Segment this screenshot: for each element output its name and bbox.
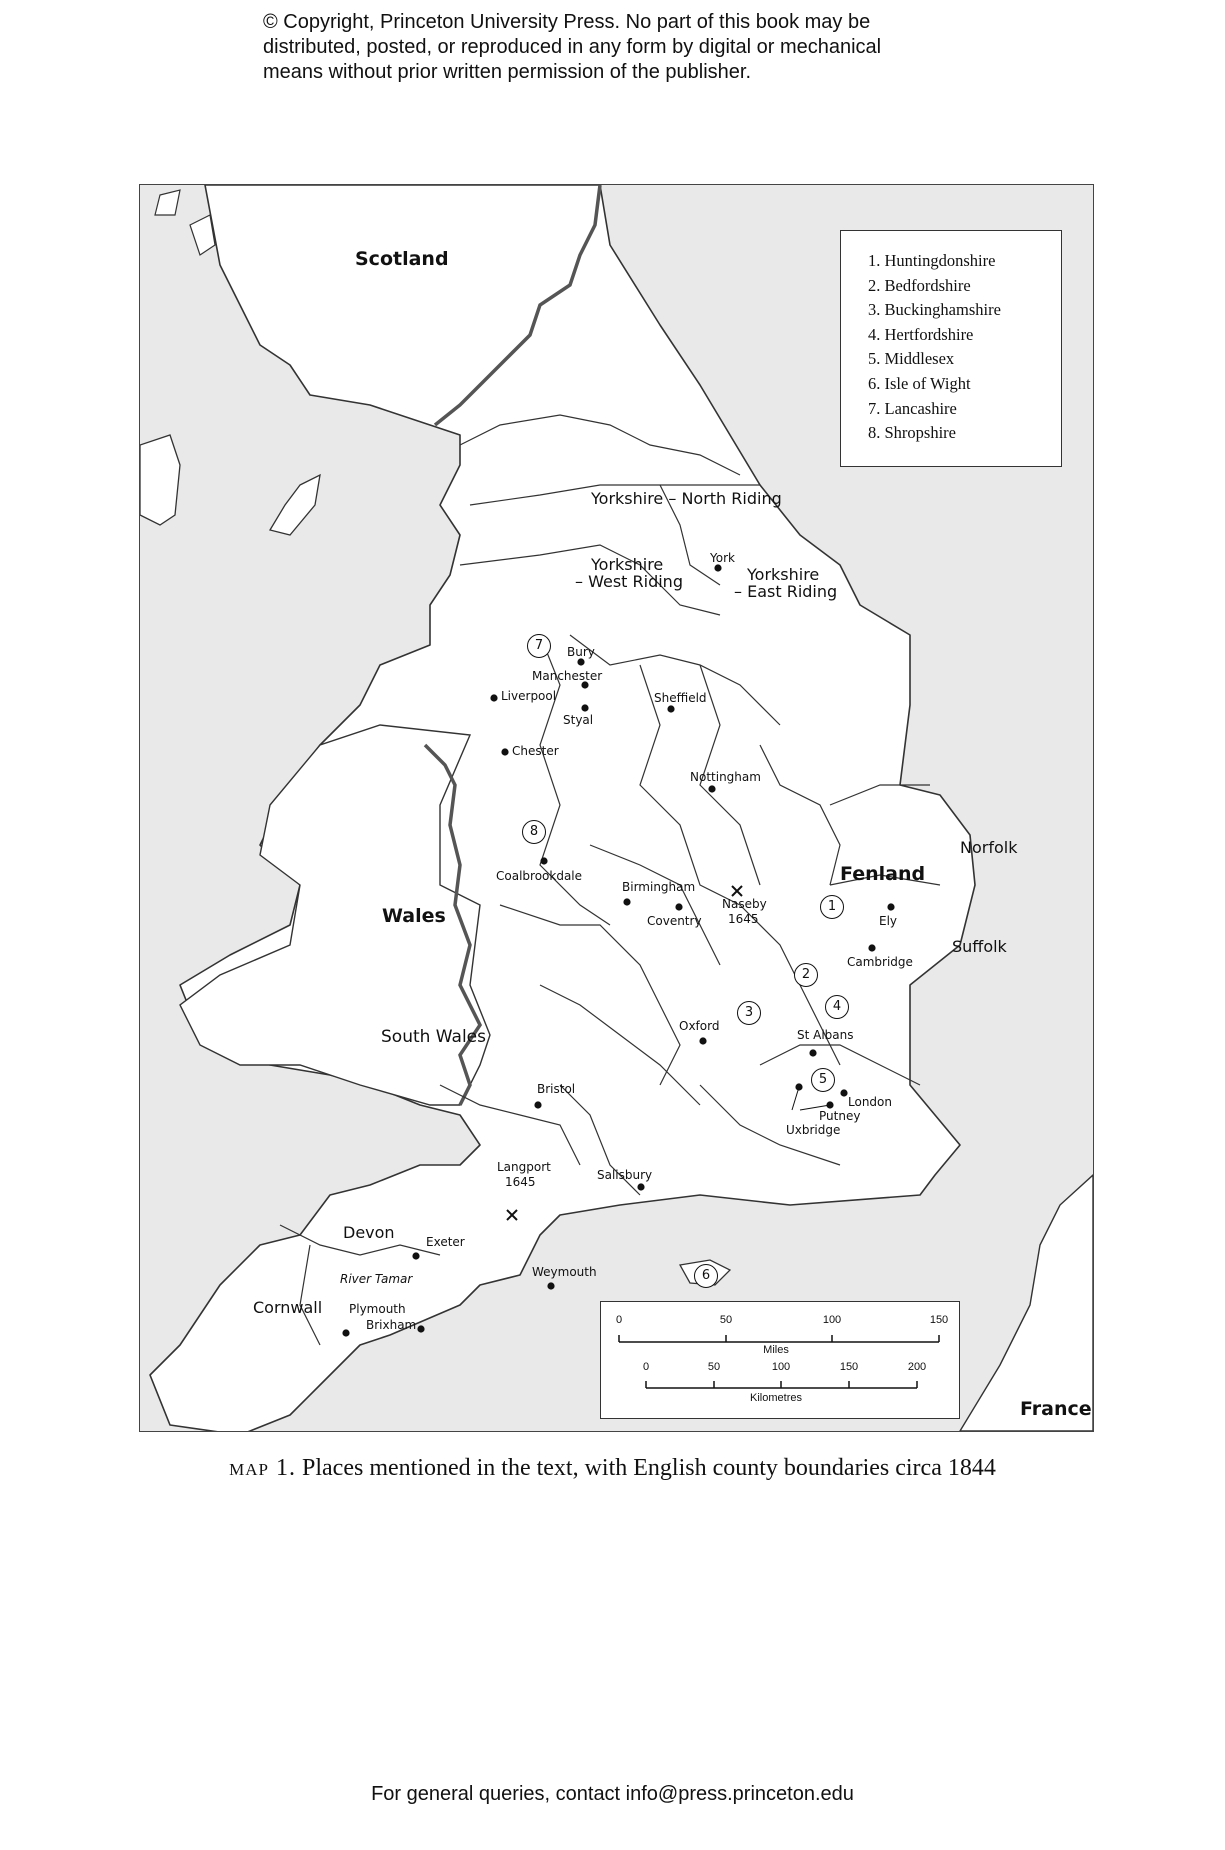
dot-brixham — [417, 1325, 424, 1332]
miles-tick: 0 — [615, 1314, 623, 1326]
dot-oxford — [699, 1037, 706, 1044]
label-oxford: Oxford — [679, 1019, 720, 1033]
label-sheffield: Sheffield — [654, 691, 707, 705]
map-caption — [0, 1455, 1225, 1482]
label-york: York — [710, 551, 735, 565]
marker-7: 7 — [527, 634, 551, 658]
label-weymouth: Weymouth — [532, 1265, 597, 1279]
dot-coalbrookdale — [540, 857, 547, 864]
label-yorkshire-east-2: – East Riding — [734, 582, 838, 601]
label-yorkshire-west-1: Yorkshire — [591, 555, 664, 574]
dot-ely — [887, 903, 894, 910]
label-langport: Langport — [497, 1160, 551, 1174]
dot-nottingham — [708, 785, 715, 792]
label-putney: Putney — [819, 1109, 861, 1123]
label-chester: Chester — [512, 744, 559, 758]
label-fenland: Fenland — [840, 863, 926, 885]
dot-liverpool — [490, 694, 497, 701]
label-styal: Styal — [563, 713, 594, 727]
label-liverpool: Liverpool — [501, 689, 557, 703]
label-plymouth: Plymouth — [349, 1302, 406, 1316]
dot-st-albans — [809, 1049, 816, 1056]
dot-styal — [581, 704, 588, 711]
marker-3: 3 — [737, 1001, 761, 1025]
label-naseby-year: 1645 — [728, 912, 759, 926]
label-nottingham: Nottingham — [690, 770, 761, 784]
copyright-line-1: © Copyright, Princeton University Press. No part of this book may be — [263, 11, 871, 33]
label-salisbury: Salisbury — [597, 1168, 653, 1182]
label-brixham: Brixham — [366, 1318, 417, 1332]
map-figure — [139, 184, 1094, 1432]
caption-prefix: map 1. — [229, 1455, 296, 1481]
label-ely: Ely — [879, 914, 898, 928]
label-manchester: Manchester — [532, 669, 603, 683]
km-tick: 100 — [771, 1361, 791, 1373]
label-uxbridge: Uxbridge — [786, 1123, 841, 1137]
label-naseby: Naseby — [722, 897, 767, 911]
copyright-notice — [263, 10, 1023, 85]
km-tick: 0 — [642, 1361, 650, 1373]
legend-item: 2. Bedfordshire — [868, 275, 971, 295]
legend-item: 3. Buckinghamshire — [868, 300, 1001, 320]
legend-item: 5. Middlesex — [868, 349, 955, 369]
km-tick: 50 — [707, 1361, 721, 1373]
dot-london — [840, 1089, 847, 1096]
label-cornwall: Cornwall — [253, 1298, 323, 1317]
marker-2: 2 — [794, 963, 818, 987]
dot-york — [714, 564, 721, 571]
dot-sheffield — [667, 705, 674, 712]
marker-8: 8 — [522, 820, 546, 844]
marker-5: 5 — [811, 1068, 835, 1092]
miles-tick: 150 — [929, 1314, 949, 1326]
legend-item: 1. Huntingdonshire — [868, 251, 996, 270]
km-tick: 200 — [907, 1361, 927, 1373]
marker-6: 6 — [694, 1264, 718, 1288]
label-france: France — [1020, 1398, 1092, 1420]
label-coventry: Coventry — [647, 914, 702, 928]
label-exeter: Exeter — [426, 1235, 465, 1249]
label-suffolk: Suffolk — [952, 937, 1007, 956]
scale-bar — [600, 1301, 960, 1419]
label-river-tamar: River Tamar — [340, 1272, 413, 1286]
battle-icon-langport — [507, 1210, 517, 1220]
miles-label: Miles — [763, 1344, 789, 1356]
legend-item: 4. Hertfordshire — [868, 324, 974, 344]
label-bristol: Bristol — [537, 1082, 576, 1096]
km-label: Kilometres — [750, 1392, 802, 1404]
battle-icon-naseby — [732, 886, 742, 896]
dot-chester — [501, 748, 508, 755]
miles-tick: 100 — [822, 1314, 842, 1326]
label-scotland: Scotland — [355, 248, 449, 270]
dot-cambridge — [868, 944, 875, 951]
copyright-line-2: distributed, posted, or reproduced in any form by digital or mechanical — [263, 36, 882, 58]
footer-contact: For general queries, contact info@press.princeton.edu — [371, 1783, 854, 1805]
label-yorkshire-west-2: – West Riding — [575, 572, 683, 591]
dot-birmingham — [623, 898, 630, 905]
legend-item: 8. Shropshire — [868, 423, 956, 443]
km-tick: 150 — [839, 1361, 859, 1373]
dot-salisbury — [637, 1183, 644, 1190]
dot-exeter — [412, 1252, 419, 1259]
label-yorkshire-north-riding: Yorkshire – North Riding — [591, 489, 782, 508]
label-yorkshire-east-1: Yorkshire — [747, 565, 820, 584]
caption-text: Places mentioned in the text, with English county boundaries circa 1844 — [296, 1455, 996, 1481]
copyright-line-3: means without prior written permission of the publisher. — [263, 61, 752, 83]
marker-1: 1 — [820, 895, 844, 919]
label-london: London — [848, 1095, 892, 1109]
legend-item: 6. Isle of Wight — [868, 373, 971, 393]
label-coalbrookdale: Coalbrookdale — [496, 869, 583, 883]
label-st-albans: St Albans — [797, 1028, 854, 1042]
label-bury: Bury — [567, 645, 595, 659]
label-cambridge: Cambridge — [847, 955, 913, 969]
marker-4: 4 — [825, 995, 849, 1019]
dot-coventry — [675, 903, 682, 910]
label-birmingham: Birmingham — [622, 880, 696, 894]
map-legend — [840, 230, 1062, 467]
label-norfolk: Norfolk — [960, 838, 1018, 857]
label-wales: Wales — [382, 905, 446, 927]
dot-bury — [577, 658, 584, 665]
label-devon: Devon — [343, 1223, 395, 1242]
miles-tick: 50 — [719, 1314, 733, 1326]
label-south-wales: South Wales — [381, 1027, 486, 1047]
dot-plymouth — [342, 1329, 349, 1336]
label-langport-year: 1645 — [505, 1175, 536, 1189]
dot-bristol — [534, 1101, 541, 1108]
legend-item: 7. Lancashire — [868, 398, 957, 418]
dot-weymouth — [547, 1282, 554, 1289]
